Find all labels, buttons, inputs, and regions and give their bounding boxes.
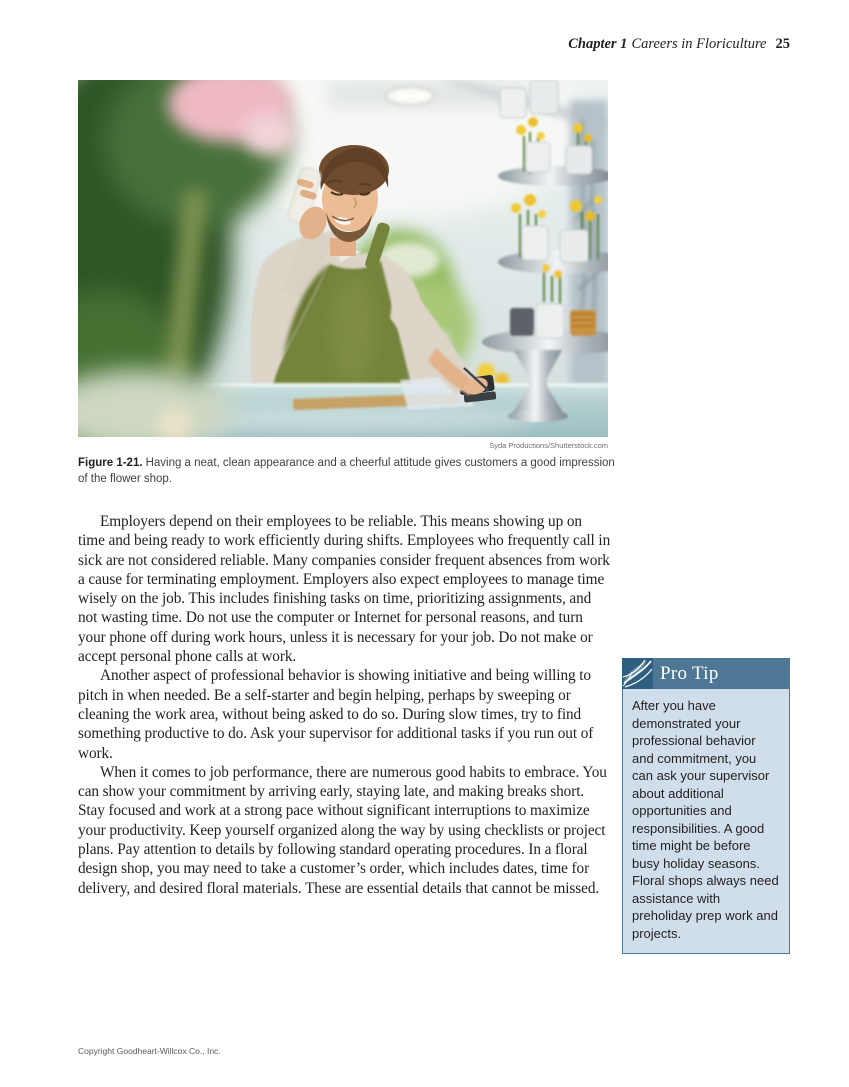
figure-caption — [78, 455, 616, 487]
protip-title: Pro Tip — [660, 662, 719, 684]
florist-photo-illustration — [78, 80, 608, 437]
page-number: 25 — [775, 36, 790, 52]
body-paragraph: Another aspect of professional behavior is showing initiative and being willing to pitch in when needed. Be a self-starter and begin helping, perhaps by sweeping or cleaning the work area, without being asked to do so. During slow times, try to find something productive to do. Ask your supervisor for additional tasks if you run out of work. — [78, 667, 594, 762]
protip-header — [622, 658, 790, 689]
body-text — [78, 512, 612, 898]
photo-credit: Syda Productions/Shutterstock.com — [489, 441, 608, 450]
figure-label: Figure 1-21. — [78, 457, 143, 469]
figure-caption-text: Having a neat, clean appearance and a cheerful attitude gives customers a good impression of the flower shop. — [78, 457, 615, 485]
chapter-title: Careers in Floriculture — [631, 36, 767, 52]
figure-photo — [78, 80, 608, 437]
body-paragraph: Employers depend on their employees to be reliable. This means showing up on time and being ready to work efficiently during shifts. Employees who frequently call in sick are not considered reliable. Many companies consider frequent absences from work a cause for terminating employment. Employers also expect employees to manage time wisely on the job. This includes finishing tasks on time, prioritizing assignments, and not wasting time. Do not use the computer or Internet for personal reasons, and turn your phone off during work hours, unless it is necessary for your job. Do not make or accept personal phone calls at work. — [78, 513, 611, 666]
running-header — [568, 36, 790, 53]
footer-copyright: Copyright Goodheart-Willcox Co., Inc. — [78, 1046, 221, 1056]
chapter-label: Chapter 1 — [568, 36, 628, 52]
body-paragraph: When it comes to job performance, there are numerous good habits to embrace. You can show your commitment by arriving early, staying late, and making breaks short. Stay focused and work at a strong pace without significant interruptions to maximize your productivity. Keep yourself organized along the way by using checklists or project plans. Pay attention to details by following standard operating procedures. In a floral design shop, you may need to take a customer’s order, which includes dates, time for delivery, and desired floral materials. These are essential details that cannot be missed. — [78, 763, 607, 897]
protip-body-text: After you have demonstrated your professional behavior and commitment, you can ask your supervisor about additional opportunities and responsibilities. A good time might be before busy holiday seasons. Floral shops always need assistance with preholiday prep work and projects. — [622, 689, 790, 954]
protip-leaf-icon — [622, 658, 653, 689]
protip-box — [622, 658, 790, 954]
